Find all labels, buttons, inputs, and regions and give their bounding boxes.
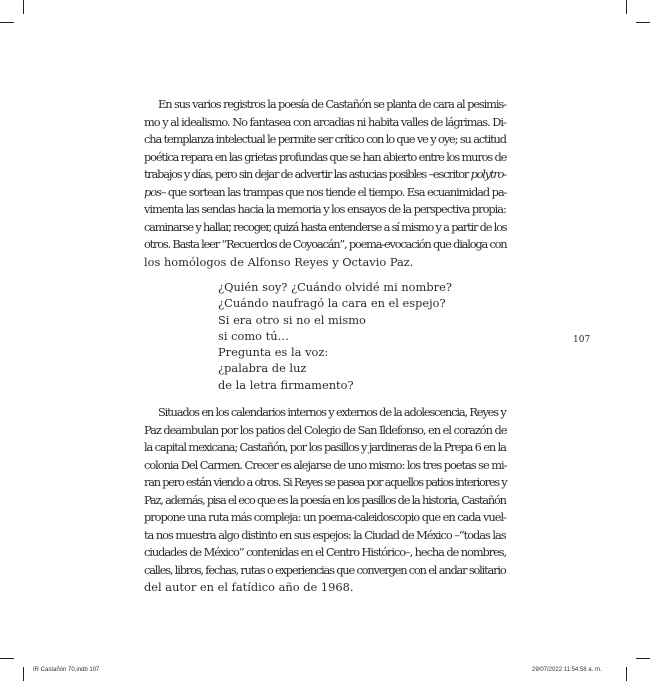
crop-mark (626, 667, 627, 681)
text-fragment: que sortean las trampas que nos tiende el tiempo. Esa ecuanimidad pa- (167, 184, 507, 199)
text-line: colonia Del Carmen. Crecer es alejarse de uno mismo: los tres poetas se mi- (144, 457, 507, 472)
poem-line: ¿Cuándo naufragó la cara en el espejo? (218, 296, 446, 311)
crop-mark (0, 658, 14, 659)
slug-timestamp: 29/07/2022 11:54:58 a. m. (532, 667, 602, 673)
text-fragment: trabajos y días, pero sin dejar de advertir las astucias posibles –escritor (144, 167, 469, 181)
text-line: ciudades de México” contenidas en el Centro Histórico–, hecha de nombres, (144, 545, 507, 559)
text-line: ran pero están viendo a otros. Si Reyes se pasea por aquellos patios interiores y (144, 475, 507, 489)
text-line: vimenta las sendas hacia la memoria y los ensayos de la perspectiva propia: (144, 202, 506, 216)
slug-filename: IR Castañón 70.indb 107 (33, 667, 100, 673)
text-line: propone una ruta más compleja: un poema-caleidoscopio que en cada vuel- (144, 510, 506, 524)
text-line: la capital mexicana; Castañón, por los pasillos y jardineras de la Prepa 6 en la (144, 440, 506, 454)
poem-line: ¿Quién soy? ¿Cuándo olvidé mi nombre? (218, 280, 452, 294)
crop-mark (636, 658, 650, 659)
crop-mark (626, 0, 627, 14)
poem-line: si como tú… (218, 328, 289, 343)
crop-mark (0, 22, 14, 23)
italic-word: polytro- (470, 167, 506, 181)
paragraph-intro (144, 96, 506, 271)
text-line: cha templanza intelectual le permite ser crítico con lo que ve y oye; su actitud (144, 132, 506, 146)
text-line: calles, libros, fechas, rutas o experiencias que convergen con el andar solitario (144, 562, 506, 577)
paragraph-body (144, 404, 506, 597)
text-line: poética repara en las grietas profundas que se han abierto entre los muros de (144, 149, 507, 164)
text-line: los homólogos de Alfonso Reyes y Octavio Paz. (144, 254, 414, 269)
text-line: ta nos muestra algo distinto en sus espejos: la Ciudad de México –“todas las (144, 527, 506, 542)
text-line: del autor en el fatídico año de 1968. (144, 580, 354, 594)
italic-word: pos (144, 184, 161, 199)
poem-line: Si era otro si no el mismo (218, 312, 366, 327)
poem-line: Pregunta es la voz: (218, 345, 329, 360)
text-line: Paz, además, pisa el eco que es la poesía en los pasillos de la historia, Castañón (144, 492, 506, 507)
poem-line: ¿palabra de luz (218, 361, 307, 376)
text-line: pos– que sortean las trampas que nos tiende el tiempo. Esa ecuanimidad pa- (144, 184, 507, 199)
text-line (144, 166, 506, 184)
text-line: caminarse y hallar, recoger, quizá hasta entenderse a sí mismo y a partir de los (144, 219, 507, 234)
page-number: 107 (573, 335, 591, 345)
text-line: otros. Basta leer “Recuerdos de Coyoacán”, poema-evocación que dialoga con (144, 237, 507, 251)
poem-quote (218, 279, 452, 393)
poem-line: de la letra firmamento? (218, 377, 354, 392)
text-line: En sus varios registros la poesía de Castañón se planta de cara al pesimis- (158, 97, 506, 111)
text-line: Paz deambulan por los patios del Colegio de San Ildefonso, en el corazón de (144, 422, 507, 437)
text-line: mo y al idealismo. No fantasea con arcadias ni habita valles de lágrimas. Di- (144, 114, 506, 129)
crop-mark (23, 0, 24, 14)
crop-mark (636, 22, 650, 23)
crop-mark (23, 667, 24, 681)
text-line: Situados en los calendarios internos y externos de la adolescencia, Reyes y (158, 405, 506, 419)
